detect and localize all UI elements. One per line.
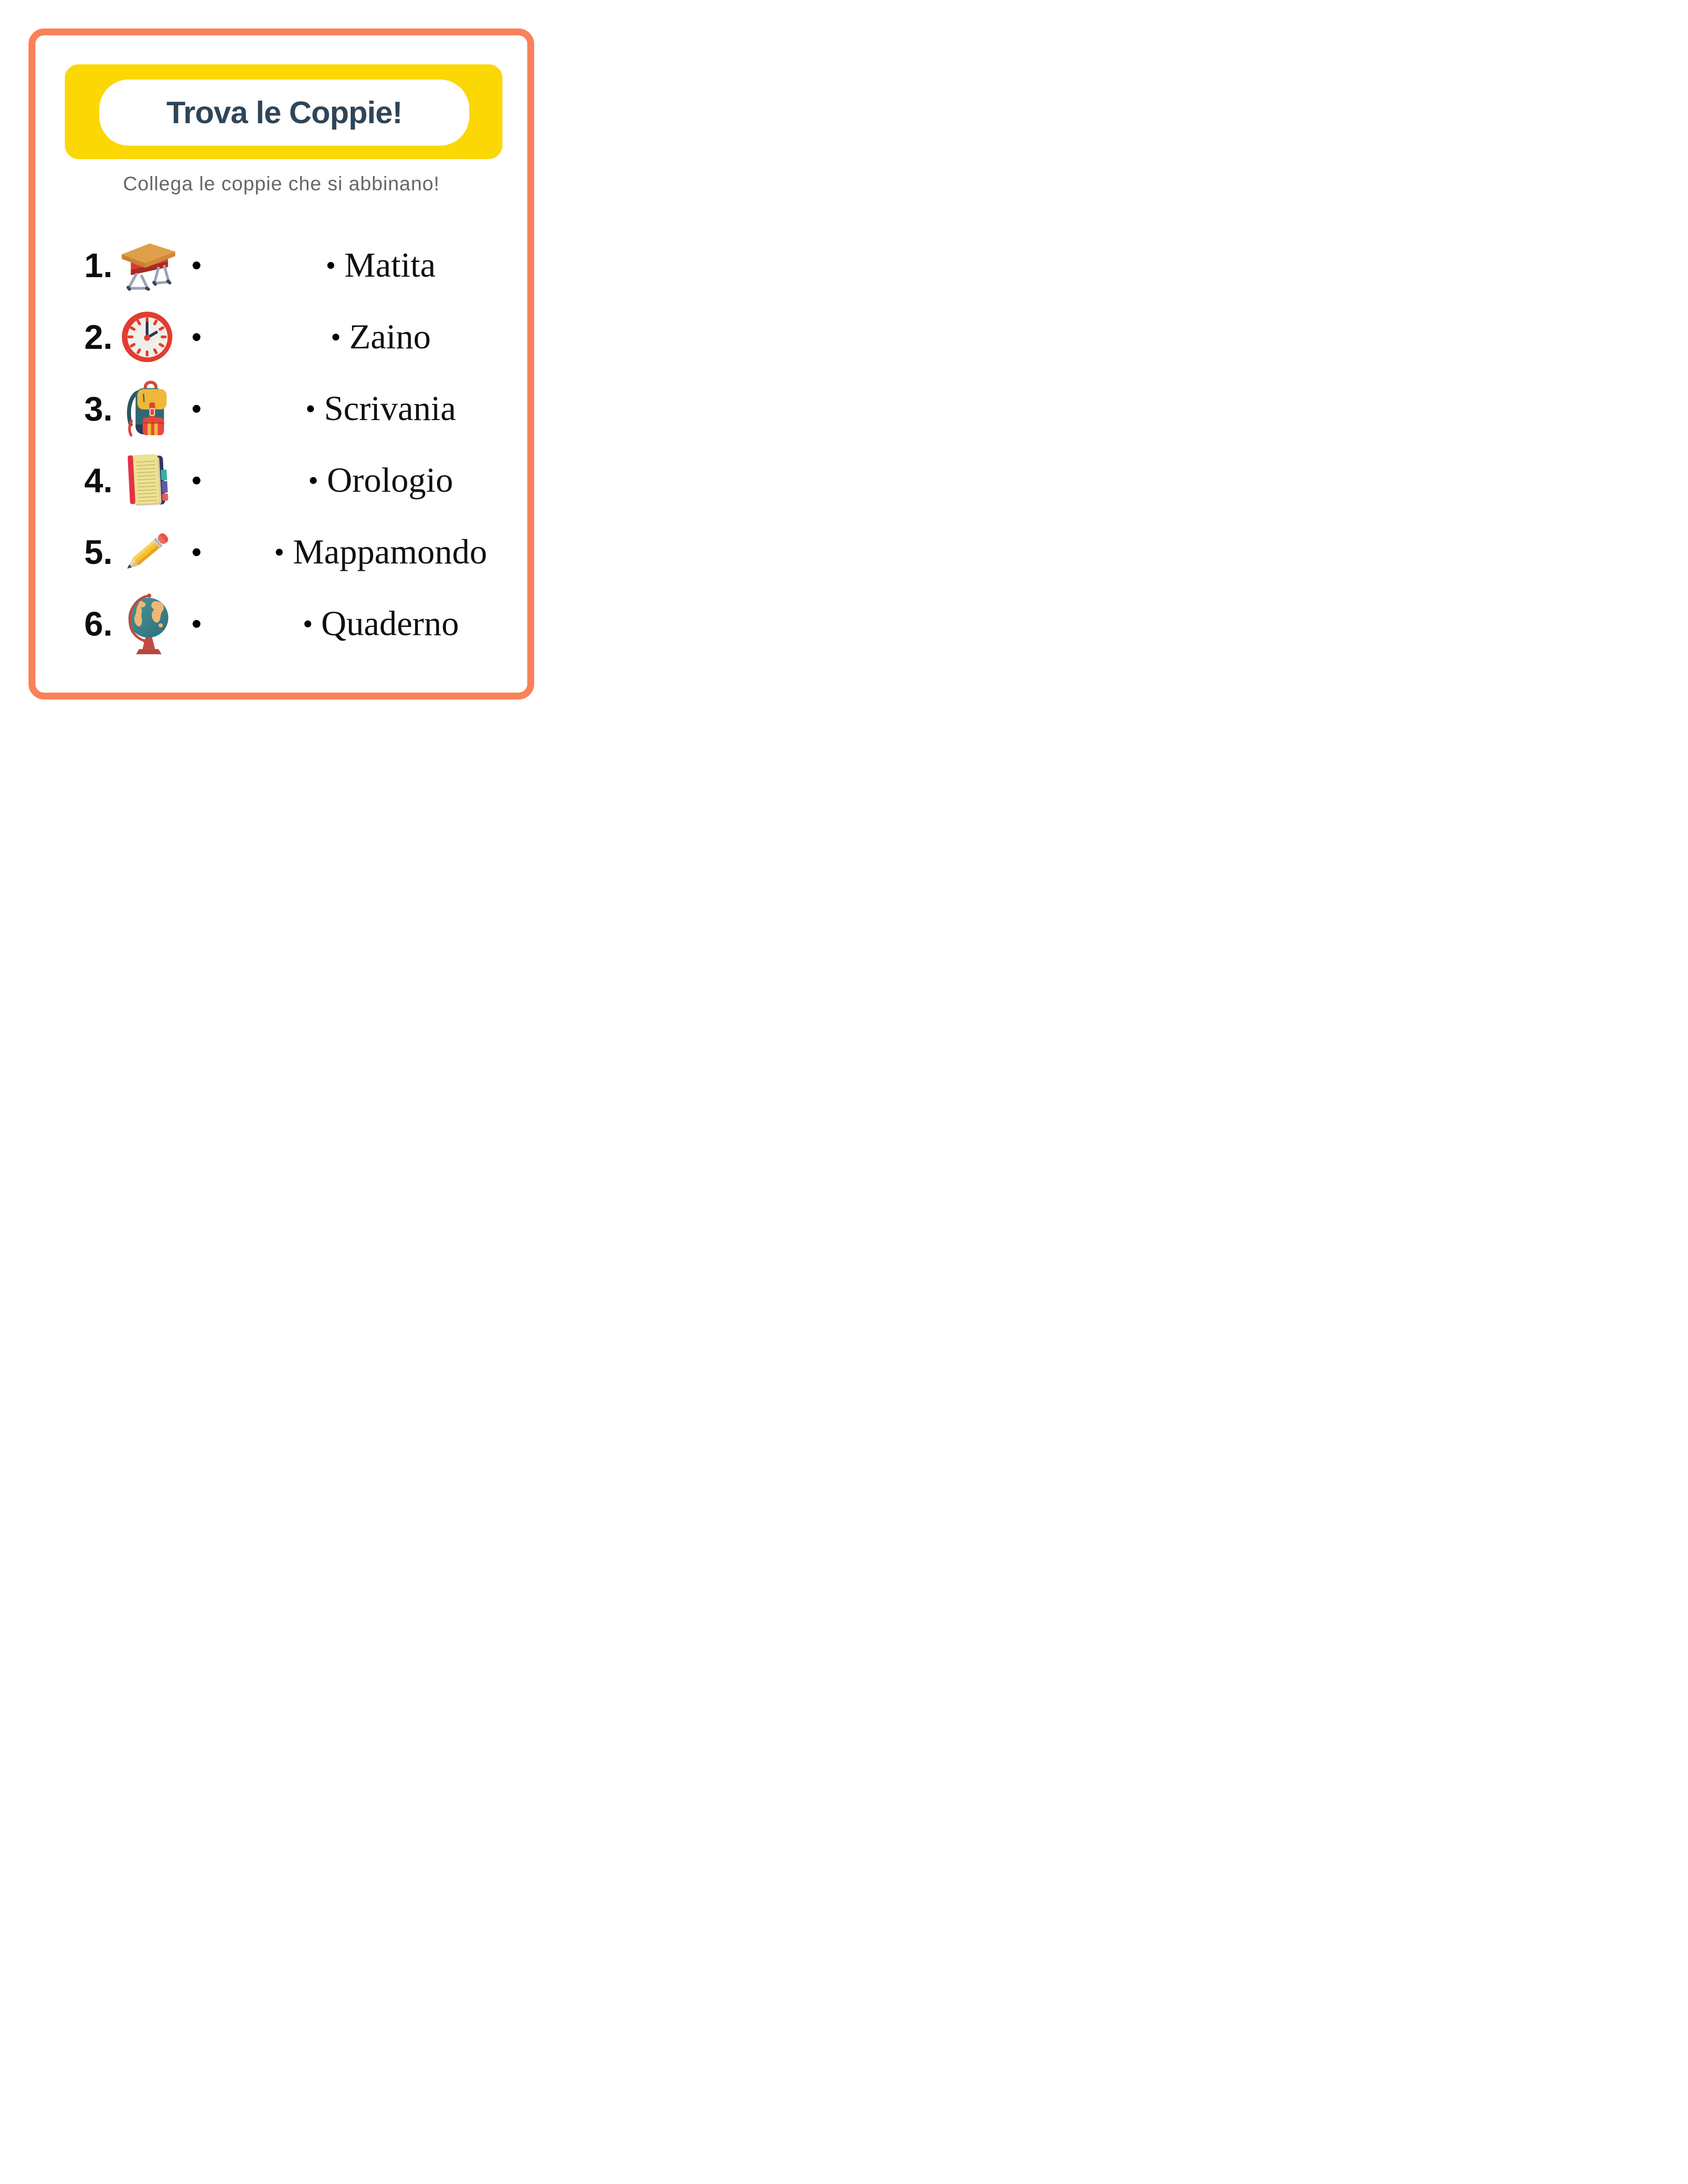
title-pill	[99, 80, 469, 146]
match-dot-left-5[interactable]	[193, 548, 200, 556]
item-number-6: 6.	[84, 604, 113, 643]
match-dot-left-3[interactable]	[193, 405, 200, 413]
desk-icon	[113, 229, 182, 301]
answer-6	[253, 588, 510, 660]
match-row-2	[69, 301, 529, 373]
match-dot-left-4[interactable]	[193, 477, 200, 484]
item-number-1: 1.	[84, 246, 113, 284]
answer-4	[253, 444, 510, 516]
answer-label-1: Matita	[344, 245, 436, 284]
answer-label-3: Scrivania	[324, 389, 456, 428]
item-number-4: 4.	[84, 461, 113, 500]
pencil-icon	[113, 516, 182, 588]
answer-label-2: Zaino	[349, 317, 431, 356]
match-dot-right-3[interactable]	[307, 405, 314, 412]
match-row-1	[69, 229, 529, 301]
page-title: Trova le Coppie!	[166, 95, 402, 130]
matching-exercise	[69, 229, 529, 660]
item-number-5: 5.	[84, 533, 113, 571]
match-dot-right-4[interactable]	[310, 477, 317, 484]
answer-5	[253, 516, 510, 588]
notebook-icon	[113, 444, 182, 516]
answer-label-4: Orologio	[327, 461, 453, 500]
clock-icon	[113, 301, 182, 373]
match-dot-right-1[interactable]	[327, 262, 334, 269]
match-dot-left-6[interactable]	[193, 620, 200, 628]
match-row-5	[69, 516, 529, 588]
answer-1	[253, 229, 510, 301]
worksheet-page	[0, 0, 563, 728]
instructions-text: Collega le coppie che si abbinano!	[123, 173, 440, 195]
answer-2	[253, 301, 510, 373]
match-dot-right-5[interactable]	[276, 549, 283, 556]
title-banner	[65, 64, 502, 159]
item-number-3: 3.	[84, 389, 113, 428]
answer-label-5: Mappamondo	[293, 532, 487, 571]
match-dot-right-2[interactable]	[332, 334, 339, 341]
answer-label-6: Quaderno	[321, 604, 459, 643]
backpack-icon	[113, 373, 182, 444]
match-dot-left-2[interactable]	[193, 333, 200, 341]
item-number-2: 2.	[84, 318, 113, 356]
match-row-4	[69, 444, 529, 516]
match-row-6	[69, 588, 529, 660]
match-row-3	[69, 373, 529, 444]
answer-3	[253, 373, 510, 444]
match-dot-left-1[interactable]	[193, 262, 200, 269]
globe-icon	[113, 588, 182, 660]
match-dot-right-6[interactable]	[304, 620, 311, 627]
